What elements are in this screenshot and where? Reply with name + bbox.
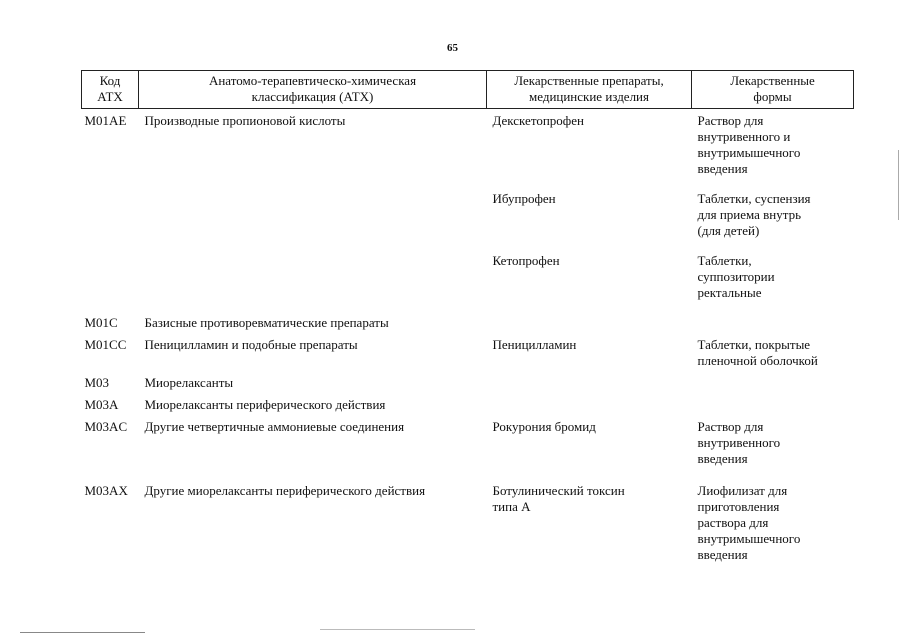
- code-cell: [82, 239, 139, 301]
- form-cell: Раствор для внутривенного и внутримышечного введения: [697, 113, 801, 176]
- classification-cell: Базисные противоревматические препараты: [144, 315, 389, 330]
- form-cell: Раствор для внутривенного введения: [697, 419, 781, 466]
- table-row: [82, 467, 854, 563]
- table-row: [82, 391, 854, 413]
- scan-artifact-line: [320, 629, 475, 630]
- classification-cell: Другие миорелаксанты периферического действия: [144, 483, 426, 498]
- code-cell: [82, 177, 139, 239]
- table-row: [82, 239, 854, 301]
- drug-cell: Ибупрофен: [492, 191, 556, 206]
- table-row: [82, 331, 854, 369]
- classification-cell: [139, 177, 487, 239]
- drug-cell: Пеницилламин: [492, 337, 577, 352]
- code-cell: M01CC: [84, 337, 127, 352]
- table-row: [82, 301, 854, 331]
- classification-cell: Пеницилламин и подобные препараты: [144, 337, 358, 352]
- drug-cell: [487, 301, 692, 331]
- code-cell: M03A: [84, 397, 119, 412]
- form-cell: [692, 391, 854, 413]
- table-row: [82, 369, 854, 391]
- drug-cell: [487, 369, 692, 391]
- classification-cell: [139, 239, 487, 301]
- table-row: [82, 177, 854, 239]
- header-forms: Лекарственные формы: [692, 71, 854, 109]
- header-code: Код АТХ: [82, 71, 139, 109]
- header-drugs: Лекарственные препараты, медицинские изделия: [487, 71, 692, 109]
- scan-artifact-line: [898, 150, 899, 220]
- form-cell: Лиофилизат для приготовления раствора для внутримышечного введения: [697, 483, 801, 562]
- table-header: [82, 71, 854, 109]
- classification-cell: Производные пропионовой кислоты: [144, 113, 346, 128]
- form-cell: Таблетки, суппозитории ректальные: [697, 253, 775, 300]
- page-number: 65: [447, 42, 458, 54]
- table-body: [82, 109, 854, 564]
- atx-table: [81, 70, 854, 563]
- table-row: [82, 109, 854, 178]
- code-cell: M03AC: [84, 419, 128, 434]
- drug-cell: Ботулинический токсин типа А: [492, 483, 625, 514]
- header-classification: Анатомо-терапевтическо-химическая классификация (АТХ): [139, 71, 487, 109]
- form-cell: [692, 369, 854, 391]
- classification-cell: Другие четвертичные аммониевые соединения: [144, 419, 405, 434]
- drug-cell: Рокурония бромид: [492, 419, 596, 434]
- code-cell: M03AX: [84, 483, 128, 498]
- form-cell: Таблетки, суспензия для приема внутрь (для детей): [697, 191, 811, 238]
- form-cell: [692, 301, 854, 331]
- code-cell: M01AE: [84, 113, 127, 128]
- scan-artifact-line: [20, 632, 145, 633]
- form-cell: Таблетки, покрытые пленочной оболочкой: [697, 337, 818, 368]
- table-row: [82, 413, 854, 467]
- code-cell: M01C: [84, 315, 118, 330]
- drug-cell: [487, 391, 692, 413]
- classification-cell: Миорелаксанты периферического действия: [144, 397, 386, 412]
- drug-cell: Кетопрофен: [492, 253, 560, 268]
- drug-cell: Декскетопрофен: [492, 113, 584, 128]
- code-cell: M03: [84, 375, 110, 390]
- classification-cell: Миорелаксанты: [144, 375, 234, 390]
